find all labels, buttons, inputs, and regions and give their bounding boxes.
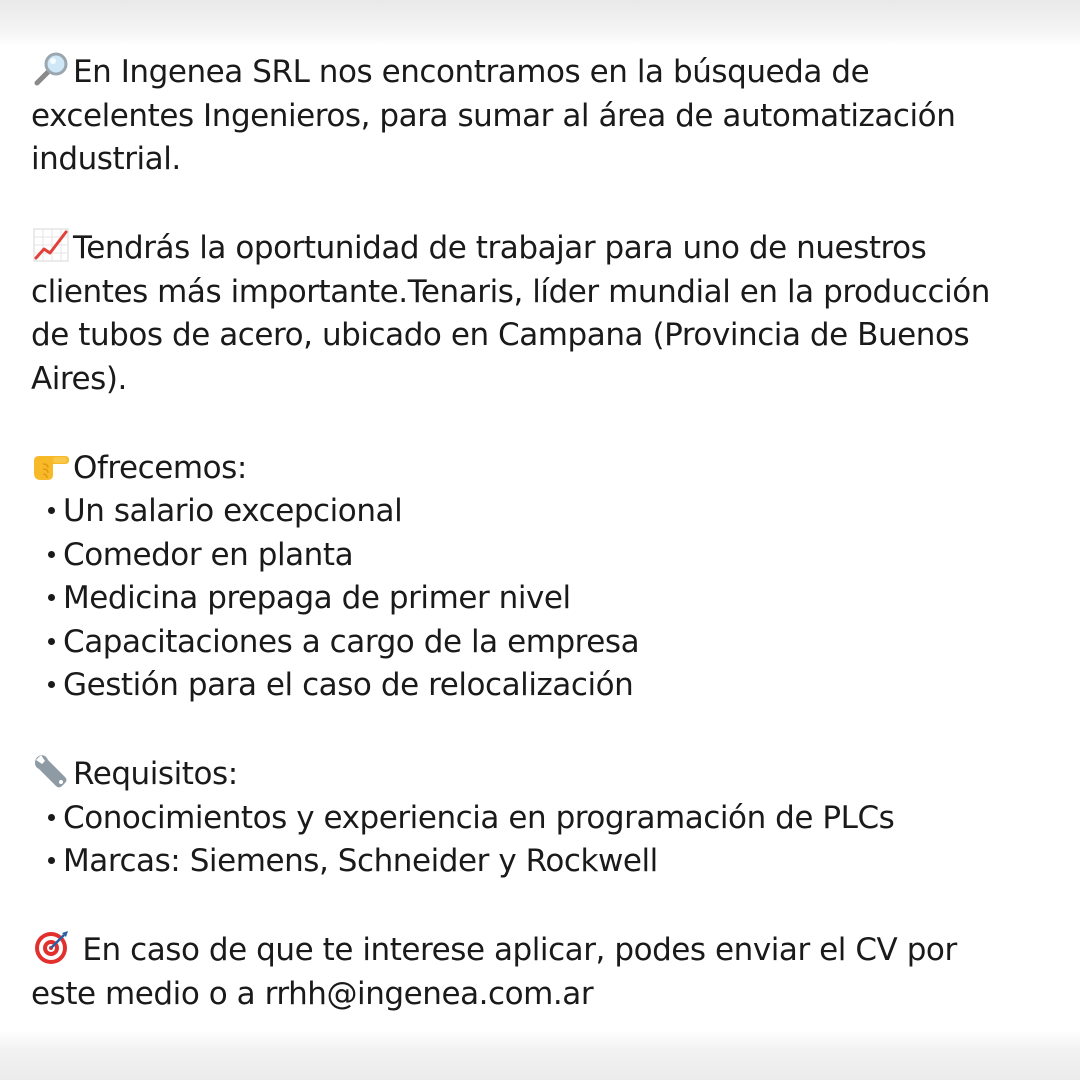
bullet-icon xyxy=(48,638,55,645)
job-post-text xyxy=(31,49,1051,1016)
bullet-icon xyxy=(48,551,55,558)
requirement-item: Marcas: Siemens, Schneider y Rockwell xyxy=(31,840,1051,884)
apply-line-1: En caso de que te interese aplicar, podes enviar el CV por xyxy=(31,932,957,968)
intro-line-3: industrial. xyxy=(31,141,181,177)
offer-item: Un salario excepcional xyxy=(31,490,1051,534)
paragraph-gap xyxy=(31,884,1051,928)
offer-item: Capacitaciones a cargo de la empresa xyxy=(31,621,1051,665)
intro-line-2: excelentes Ingenieros, para sumar al área de automatización xyxy=(31,97,956,134)
opportunity-line-4: Aires). xyxy=(31,360,127,397)
offer-list xyxy=(31,490,1051,708)
opportunity-line-1: Tendrás la oportunidad de trabajar para uno de nuestros xyxy=(31,230,926,266)
requirements-heading-line xyxy=(31,751,1051,797)
offer-heading-line xyxy=(31,445,1051,491)
bullet-icon xyxy=(48,857,55,864)
offer-item: Gestión para el caso de relocalización xyxy=(31,664,1051,708)
apply-line-2: este medio o a rrhh@ingenea.com.ar xyxy=(31,975,594,1012)
paragraph-gap xyxy=(31,182,1051,226)
intro-line-1: En Ingenea SRL nos encontramos en la búsqueda de xyxy=(31,54,869,90)
magnifier-icon xyxy=(31,49,71,89)
bullet-icon xyxy=(48,507,55,514)
offer-heading: Ofrecemos: xyxy=(73,449,247,486)
intro-paragraph xyxy=(31,49,1051,182)
offer-item: Comedor en planta xyxy=(31,534,1051,578)
opportunity-line-3: de tubos de acero, ubicado en Campana (Provincia de Buenos xyxy=(31,317,970,353)
requirement-item: Conocimientos y experiencia en programación de PLCs xyxy=(31,797,1051,841)
requirements-heading: Requisitos: xyxy=(73,756,238,792)
target-icon xyxy=(31,927,71,967)
bullet-icon xyxy=(48,594,55,601)
chart-increasing-icon xyxy=(31,225,71,265)
wrench-icon xyxy=(31,751,71,791)
bullet-icon xyxy=(48,681,55,688)
opportunity-paragraph xyxy=(31,225,1051,401)
requirements-list xyxy=(31,797,1051,884)
offer-item: Medicina prepaga de primer nivel xyxy=(31,577,1051,621)
job-post-card xyxy=(0,46,1080,1032)
paragraph-gap xyxy=(31,708,1051,752)
paragraph-gap xyxy=(31,401,1051,445)
bullet-icon xyxy=(48,814,55,821)
apply-paragraph xyxy=(31,927,1051,1016)
opportunity-line-2: clientes más importante.Tenaris, líder mundial en la producción xyxy=(31,273,990,310)
pointing-hand-icon xyxy=(31,445,71,485)
